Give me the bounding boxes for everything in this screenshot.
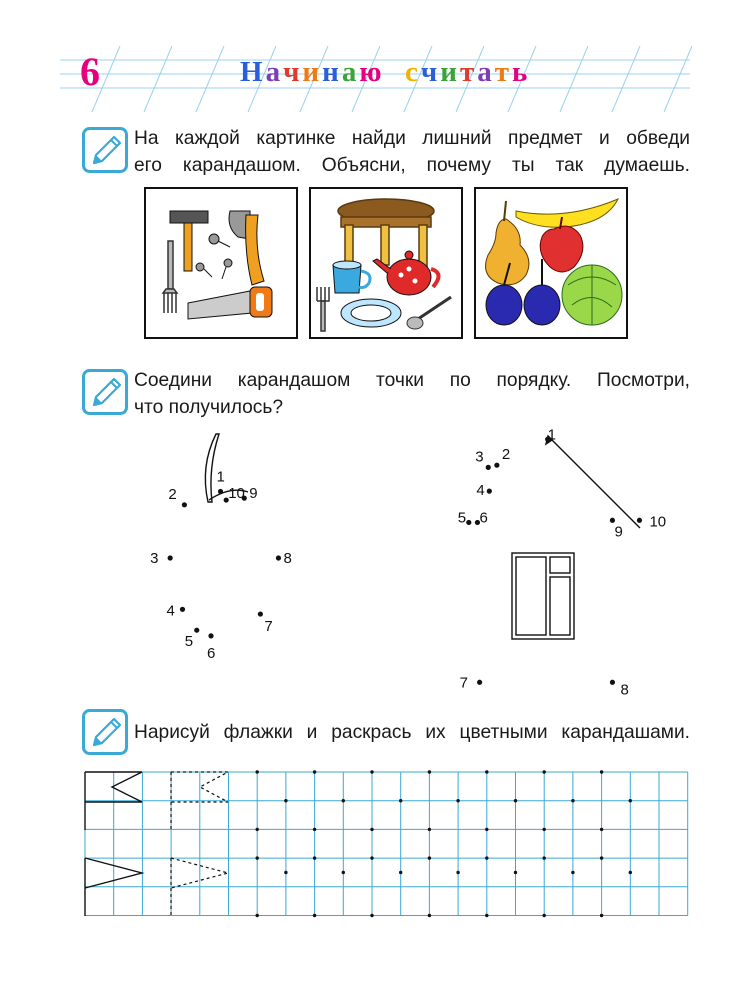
grid-guide-dot (543, 770, 546, 773)
puzzle-dot[interactable] (477, 680, 482, 685)
kitchen-picture[interactable] (309, 187, 463, 339)
puzzle-dot-label: 6 (207, 644, 216, 662)
grid-guide-dot (256, 914, 259, 917)
puzzle-dot-label: 3 (150, 550, 159, 567)
task-3-text-line-1: Нарисуй флажки и раскрась их цветными карандашами. (134, 722, 690, 743)
fork-icon (317, 287, 329, 331)
grid-guide-dot (543, 856, 546, 859)
puzzle-dot-label: 5 (184, 633, 194, 651)
title-letter: т (459, 56, 478, 88)
grid-guide-dot (256, 770, 259, 773)
title-letter: и (440, 56, 460, 88)
title-letter (385, 58, 406, 87)
dot-puzzles[interactable] (0, 420, 741, 700)
puzzle-dot[interactable] (466, 520, 471, 525)
title-letter: ч (420, 56, 441, 88)
flags-grid[interactable] (0, 760, 741, 920)
puzzle-dot[interactable] (486, 465, 491, 470)
grid-guide-dot (456, 799, 459, 802)
title-letter: н (322, 56, 342, 88)
banana-icon (516, 199, 618, 227)
food-picture[interactable] (474, 187, 628, 339)
grid-guide-dot (313, 914, 316, 917)
grid-guide-dot (370, 770, 373, 773)
puzzle-dot-label: 5 (457, 509, 467, 527)
pencil-icon (82, 709, 128, 755)
grid-guide-dot (284, 871, 287, 874)
hammer-icon (170, 211, 208, 271)
cabbage-icon (562, 265, 622, 325)
grid-guide-dot (370, 856, 373, 859)
puzzle-dot[interactable] (487, 489, 492, 494)
grid-guide-dot (399, 871, 402, 874)
grid-guide-dot (485, 856, 488, 859)
puzzle-dot-label: 3 (475, 448, 484, 466)
puzzle-dot-label: 10 (228, 485, 245, 503)
puzzle-dot[interactable] (208, 633, 213, 638)
grid-guide-dot (600, 914, 603, 917)
axe-icon (229, 211, 264, 285)
grid-guide-dot (514, 799, 517, 802)
page-number: 6 (80, 49, 100, 94)
saw-icon (188, 287, 272, 319)
grid-guide-dots (256, 770, 633, 917)
grid-guide-dot (256, 856, 259, 859)
puzzle-dot-label: 4 (166, 602, 175, 620)
puzzle-dot-label: 4 (476, 482, 485, 500)
house-dots (458, 426, 666, 698)
task-2-text-line-2: что получилось? (134, 397, 284, 418)
task-2-text-line-1: Соедини карандашом точки по порядку. Посмотри, (134, 370, 690, 391)
grid-guide-dot (514, 871, 517, 874)
grid-guide-dot (485, 914, 488, 917)
grid-guide-dot (256, 828, 259, 831)
puzzle-dot-label: 1 (547, 426, 556, 444)
puzzle-dot-label: 10 (649, 513, 667, 531)
spoon-icon (407, 297, 451, 329)
grid-guide-dot (629, 799, 632, 802)
title-letter: Н (240, 56, 266, 88)
grid-guide-dot (428, 770, 431, 773)
puzzle-dot[interactable] (194, 628, 199, 633)
puzzle-dot[interactable] (637, 518, 642, 523)
puzzle-dot[interactable] (494, 463, 499, 468)
fork-icon (163, 241, 177, 313)
puzzle-dot[interactable] (258, 611, 263, 616)
grid-guide-dot (456, 871, 459, 874)
puzzle-dot[interactable] (182, 502, 187, 507)
grid-guide-dot (600, 828, 603, 831)
title-letter: а (341, 56, 360, 88)
nails-icon (196, 234, 232, 279)
grid-guide-dot (342, 871, 345, 874)
puzzle-dot-label: 7 (264, 618, 273, 636)
title-letter: с (405, 56, 421, 88)
puzzle-dot-label: 9 (249, 485, 258, 503)
pencil-icon (82, 369, 128, 415)
grid-guide-dot (571, 871, 574, 874)
grid-guide-dot (600, 856, 603, 859)
grid-guide-dot (600, 770, 603, 773)
grid-guide-dot (313, 828, 316, 831)
grid-guide-dot (571, 799, 574, 802)
grid-guide-dot (629, 871, 632, 874)
grid-guide-dot (543, 828, 546, 831)
puzzle-dot[interactable] (180, 607, 185, 612)
puzzle-dot-label: 7 (459, 674, 468, 692)
cup-icon (333, 261, 370, 293)
grid-guide-dot (428, 914, 431, 917)
task-1-text-line-2: его карандашом. Объясни, почему ты так думаешь. (134, 155, 690, 176)
puzzle-dot[interactable] (610, 680, 615, 685)
tools-picture[interactable] (144, 187, 298, 339)
plate-icon (341, 299, 401, 327)
pencil-icon (82, 127, 128, 173)
grid-guide-dot (284, 799, 287, 802)
puzzle-dot[interactable] (610, 518, 615, 523)
puzzle-dot-label: 2 (501, 446, 511, 464)
puzzle-dot-label: 8 (620, 681, 629, 699)
grid-guide-dot (485, 770, 488, 773)
grid-guide-dot (342, 799, 345, 802)
page-title (240, 58, 530, 87)
puzzle-dot[interactable] (218, 489, 223, 494)
grid-guide-dot (313, 856, 316, 859)
title-letter: и (302, 56, 323, 88)
grid-guide-dot (485, 828, 488, 831)
title-letter: ч (283, 56, 303, 88)
title-letter: а (477, 56, 495, 88)
puzzle-dot-label: 9 (614, 523, 623, 541)
grid-guide-dot (428, 828, 431, 831)
grid-guide-dot (543, 914, 546, 917)
puzzle-dot-label: 6 (479, 509, 488, 527)
grid-guide-dot (313, 770, 316, 773)
grid-guide-dot (370, 828, 373, 831)
title-letter: ю (359, 56, 385, 88)
puzzle-dot-label: 8 (283, 550, 292, 567)
grid-guide-dot (370, 914, 373, 917)
boat-dots (150, 469, 292, 662)
puzzle-dot-label: 2 (168, 485, 177, 503)
puzzle-dot-label: 1 (216, 468, 225, 486)
puzzle-dot[interactable] (276, 555, 281, 560)
task-1-text-line-1: На каждой картинке найди лишний предмет и обведи (134, 128, 690, 149)
title-letter: а (265, 56, 284, 88)
title-letter: ь (511, 56, 531, 88)
puzzle-dot[interactable] (168, 555, 173, 560)
grid-guide-dot (399, 799, 402, 802)
title-letter: т (494, 56, 512, 88)
grid-guide-dot (428, 856, 431, 859)
